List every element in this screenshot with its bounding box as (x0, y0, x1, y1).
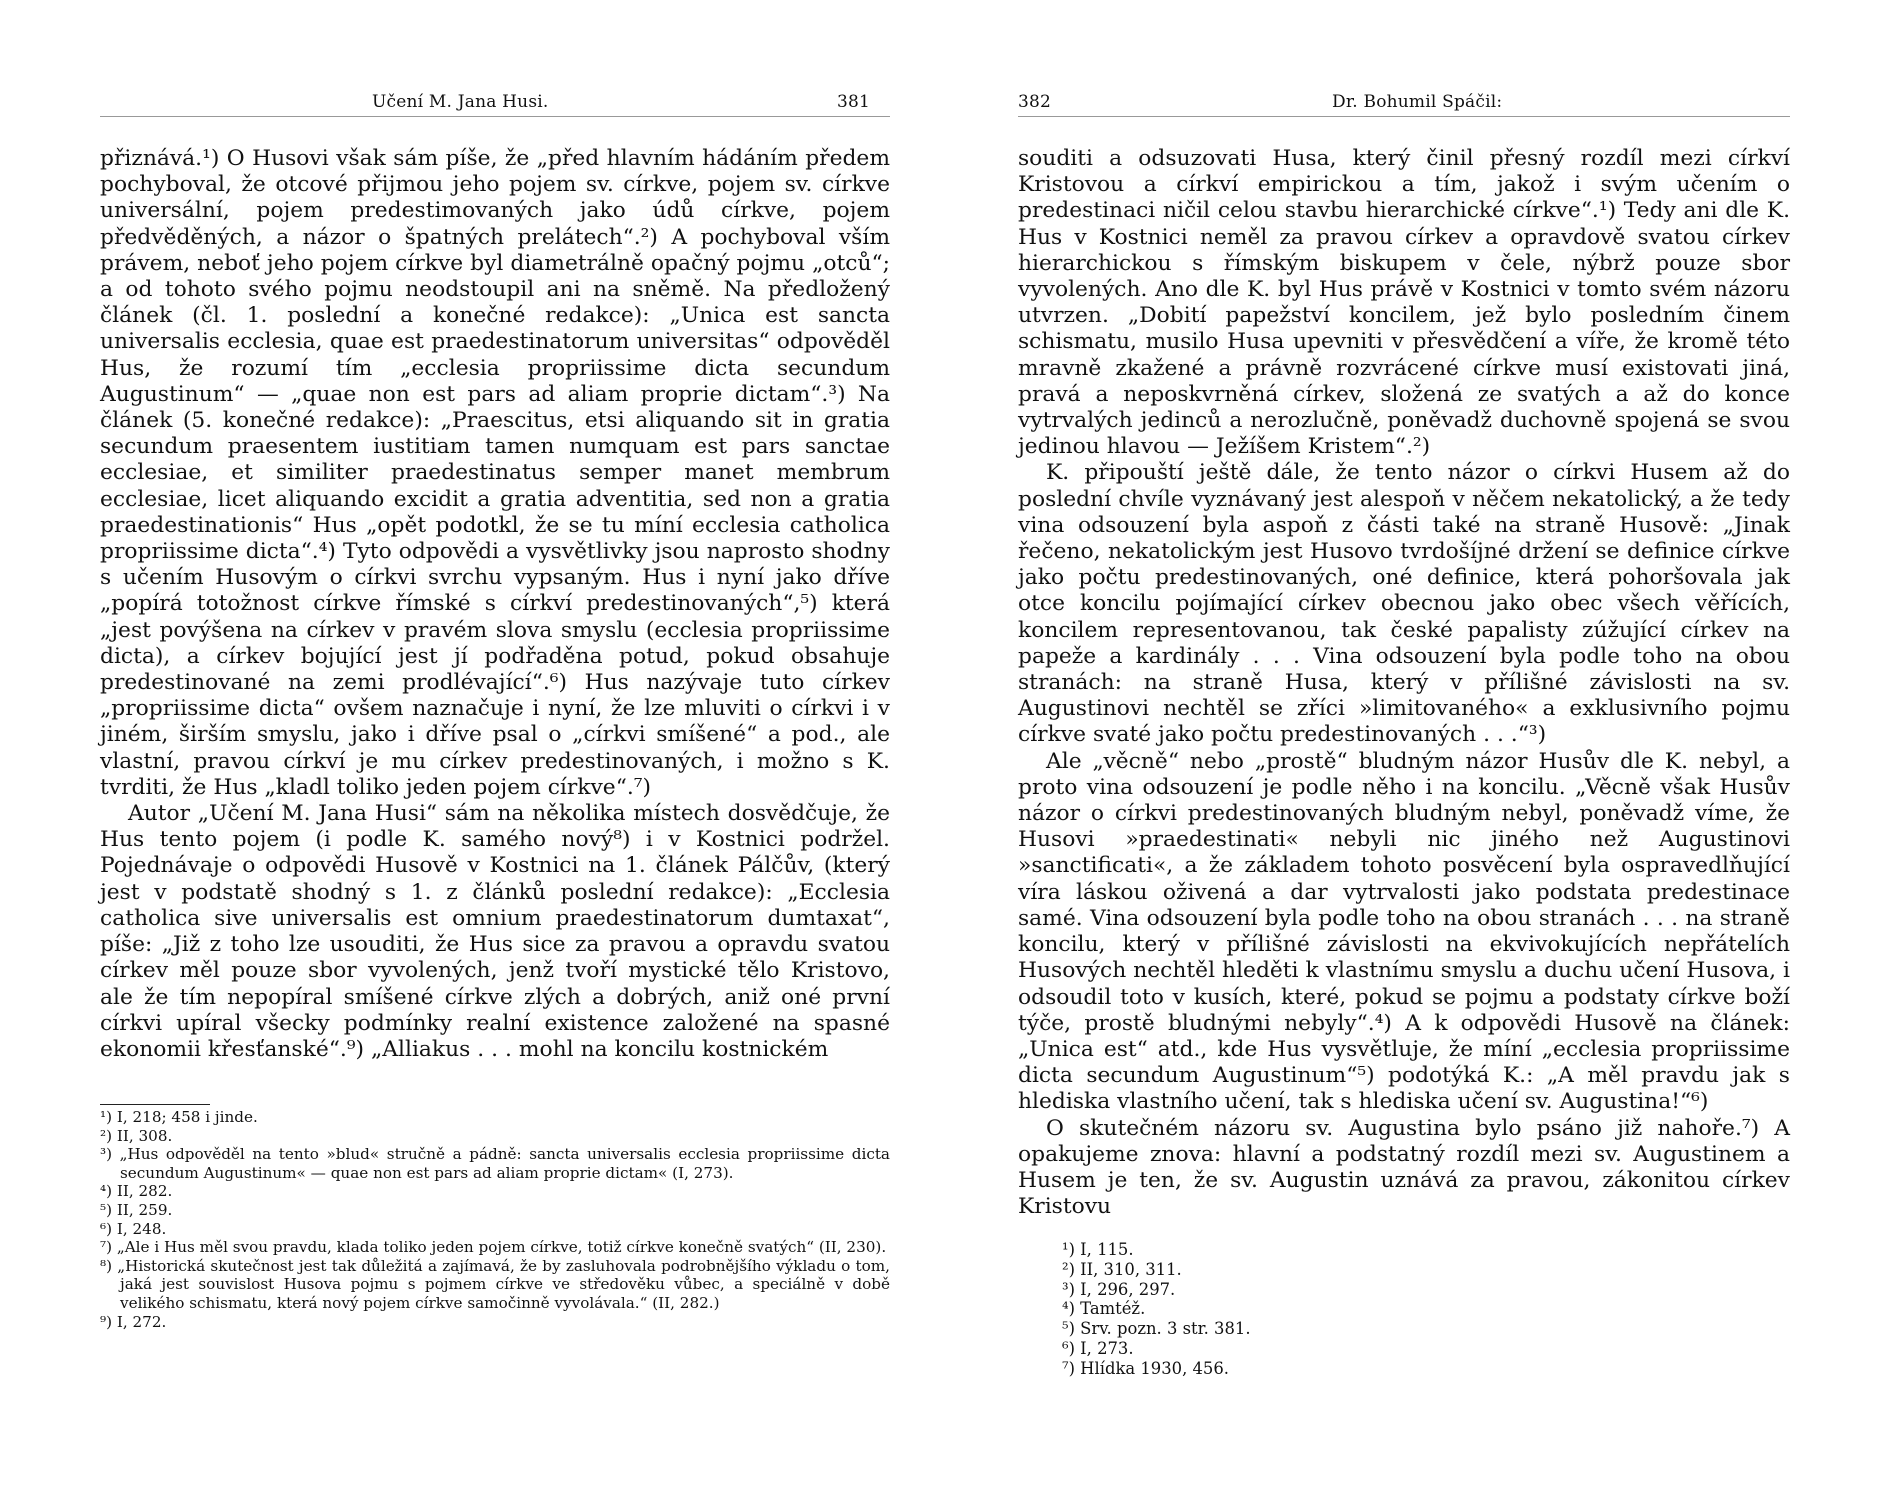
footnote: ³) „Hus odpověděl na tento »blud« stručně a pádně: sancta universalis ecclesia propriissime dicta secundum Augustinum« — quae non est pars ad aliam proprie dictam« (I, 273). (100, 1145, 890, 1182)
main-text (1018, 146, 1790, 1220)
paragraph: K. připouští ještě dále, že tento názor o církvi Husem až do poslední chvíle vyznávaný jest alespoň v něčem nekatolický, a že tedy vina odsouzení byla aspoň z části také na straně Husově: „Jinak řečeno, nekatolickým jest Husovo tvrdošíjné držení se definice církve jako počtu predestinovaných, oné definice, která pohoršovala jak otce koncilu pojímající církev obecnou jako obec všech věřících, koncilem representovanou, tak české papalisty zúžující církev na papeže a kardinály . . . Vina odsouzení byla podle toho na obou stranách: na straně Husa, který v přílišné závislosti na sv. Augustinovi nechtěl se zříci »limitovaného« a exklusivního pojmu církve svaté jako počtu predestinovaných . . .“³) (1018, 460, 1790, 748)
footnote: ²) II, 310, 311. (1062, 1259, 1182, 1279)
footnote-rule (100, 1104, 210, 1105)
running-header (1018, 92, 1790, 116)
footnote: ¹) I, 218; 458 i jinde. (100, 1108, 258, 1126)
header-title: Učení M. Jana Husi. (372, 92, 549, 112)
footnote: ¹) I, 115. (1062, 1240, 1134, 1259)
header-title: Dr. Bohumil Spáčil: (1332, 92, 1503, 112)
footnote: ²) II, 308. (100, 1126, 173, 1145)
footnote: ⁷) „Ale i Hus měl svou pravdu, klada toliko jeden pojem církve, totiž církve konečně svatých“ (II, 230). (100, 1238, 887, 1257)
footnotes (100, 1108, 890, 1331)
footnote: ⁴) II, 282. (100, 1182, 173, 1201)
paragraph: souditi a odsuzovati Husa, který činil přesný rozdíl mezi církví Kristovou a církví empirickou a tím, jakož i svým učením o predestinaci ničil celou stavbu hierarchické církve“.¹) Tedy ani dle K. Hus v Kostnici neměl za pravou církev a opravdově svatou církev hierarchickou s římským biskupem v čele, nýbrž pouze sbor vyvolených. Ano dle K. byl Hus právě v Kostnici v tomto svém názoru utvrzen. „Dobití papežství koncilem, jež bylo posledním činem schismatu, musilo Husa upevniti v přesvědčení a víře, že kromě této mravně zkažené a právně rozvrácené církve musí existovati jiná, pravá a neposkvrněná církev, složená ze svatých a až do konce vytrvalých jedinců a nerozlučně, poněvadž duchovně spojená se svou jedinou hlavou — Ježíšem Kristem“.²) (1018, 146, 1790, 460)
footnote: ³) I, 296, 297. (1062, 1279, 1176, 1299)
footnotes (1062, 1240, 1790, 1379)
running-header (100, 92, 890, 116)
paragraph: O skutečném názoru sv. Augustina bylo psáno již nahoře.⁷) A opakujeme znova: hlavní a podstatný rozdíl mezi sv. Augustinem a Husem je ten, že sv. Augustin uznává za pravou, zákonitou církev Kristovu (1018, 1115, 1790, 1220)
footnote: ⁷) Hlídka 1930, 456. (1062, 1358, 1229, 1378)
footnote: ⁹) I, 272. (100, 1312, 167, 1331)
main-text (100, 146, 890, 1063)
footnote: ⁶) I, 248. (100, 1219, 167, 1238)
page-number: 381 (836, 92, 870, 112)
header-rule (1018, 116, 1790, 117)
footnote: ⁴) Tamtéž. (1062, 1299, 1146, 1319)
page-number: 382 (1018, 92, 1052, 112)
paragraph: Autor „Učení M. Jana Husi“ sám na několika místech dosvědčuje, že Hus tento pojem (i podle K. samého nový⁸) i v Kostnici podržel. Pojednávaje o odpovědi Husově v Kostnici na 1. článek Pálčův, (který jest v podstatě shodný s 1. z článků poslední redakce): „Ecclesia catholica sive universalis est omnium praedestinatorum dumtaxat“, píše: „Již z toho lze usouditi, že Hus sice za pravou a opravdu svatou církev měl pouze sbor vyvolených, jenž tvoří mystické tělo Kristovo, ale že tím nepopíral smíšené církve zlých a dobrých, aniž oné první církvi upíral všecky podmínky realní existence založené na spasné ekonomii křesťanské“.⁹) „Alliakus . . . mohl na koncilu kostnickém (100, 801, 890, 1062)
footnote: ⁶) I, 273. (1062, 1338, 1134, 1358)
footnote: ⁸) „Historická skutečnost jest tak důležitá a zajímavá, že by zasluhovala podrobnějšího výkladu o tom, jaká jest souvislost Husova pojmu s pojmem církve ve středověku vůbec, a speciálně v době velikého schismatu, která nový pojem církve samočinně vyvolávala.“ (II, 282.) (100, 1256, 890, 1312)
header-rule (100, 116, 890, 117)
paragraph: přiznává.¹) O Husovi však sám píše, že „před hlavním hádáním předem pochyboval, že otcové přijmou jeho pojem sv. církve, pojem sv. církve universální, pojem predestimovaných jako údů církve, pojem předvěděných, a názor o špatných prelátech“.²) A pochyboval vším právem, neboť jeho pojem církve byl diametrálně opačný pojmu „otců“; a od tohoto svého pojmu neodstoupil ani na sněmě. Na předložený článek (čl. 1. poslední a konečné redakce): „Unica est sancta universalis ecclesia, quae est praedestinatorum universitas“ odpověděl Hus, že rozumí tím „ecclesia propriissime dicta secundum Augustinum“ — „quae non est pars ad aliam proprie dictam“.³) Na článek (5. konečné redakce): „Praescitus, etsi aliquando sit in gratia secundum praesentem iustitiam tamen numquam est pars sanctae ecclesiae, et similiter praedestinatus semper manet membrum ecclesiae, licet aliquando excidit a gratia adventitia, sed non a gratia praedestinationis“ Hus „opět podotkl, že se tu míní ecclesia catholica propriissime dicta“.⁴) Tyto odpovědi a vysvětlivky jsou naprosto shodny s učením Husovým o církvi svrchu vypsaným. Hus i nyní jako dříve „popírá totožnost církve římské s církví predestinovaných“,⁵) která „jest povýšena na církev v pravém slova smyslu (ecclesia propriissime dicta), a církev bojující jest jí podřaděna potud, pokud obsahuje predestinované na zemi prodlévající“.⁶) Hus nazývaje tuto církev „propriissime dicta“ ovšem naznačuje i nyní, že lze mluviti o církvi i v jiném, širším smyslu, jako i dříve psal o „církvi smíšené“ a pod., ale vlastní, pravou církví je mu církev predestinovaných, i možno s K. tvrditi, že Hus „kladl toliko jeden pojem církve“.⁷) (100, 146, 890, 800)
paragraph: Ale „věcně“ nebo „prostě“ bludným názor Husův dle K. nebyl, a proto vina odsouzení je podle něho i na koncilu. „Věcně však Husův názor o církvi predestinovaných bludným nebyl, poněvadž víme, že Husovi »praedestinati« nebyli nic jiného než Augustinovi »sanctificati«, a že základem tohoto posvěcení byla ospravedlňující víra láskou oživená a dar vytrvalosti jako podstata predestinace samé. Vina odsouzení byla podle toho na obou stranách . . . na straně koncilu, který v přílišné závislosti na ekvivokujících nepřátelích Husových nechtěl hleděti k vlastnímu smyslu a duchu učení Husova, i odsoudil toto v kusích, které, pokud se pojmu a podstaty církve boží týče, prostě bludnými nebyly“.⁴) A k odpovědi Husově na článek: „Unica est“ atd., kde Hus vysvětluje, že míní „ecclesia propriissime dicta secundum Augustinum“⁵) podotýká K.: „A měl pravdu jak s hlediska vlastního učení, tak s hlediska učení sv. Augustina!“⁶) (1018, 748, 1790, 1115)
footnote: ⁵) II, 259. (100, 1200, 173, 1219)
footnote: ⁵) Srv. pozn. 3 str. 381. (1062, 1319, 1251, 1339)
